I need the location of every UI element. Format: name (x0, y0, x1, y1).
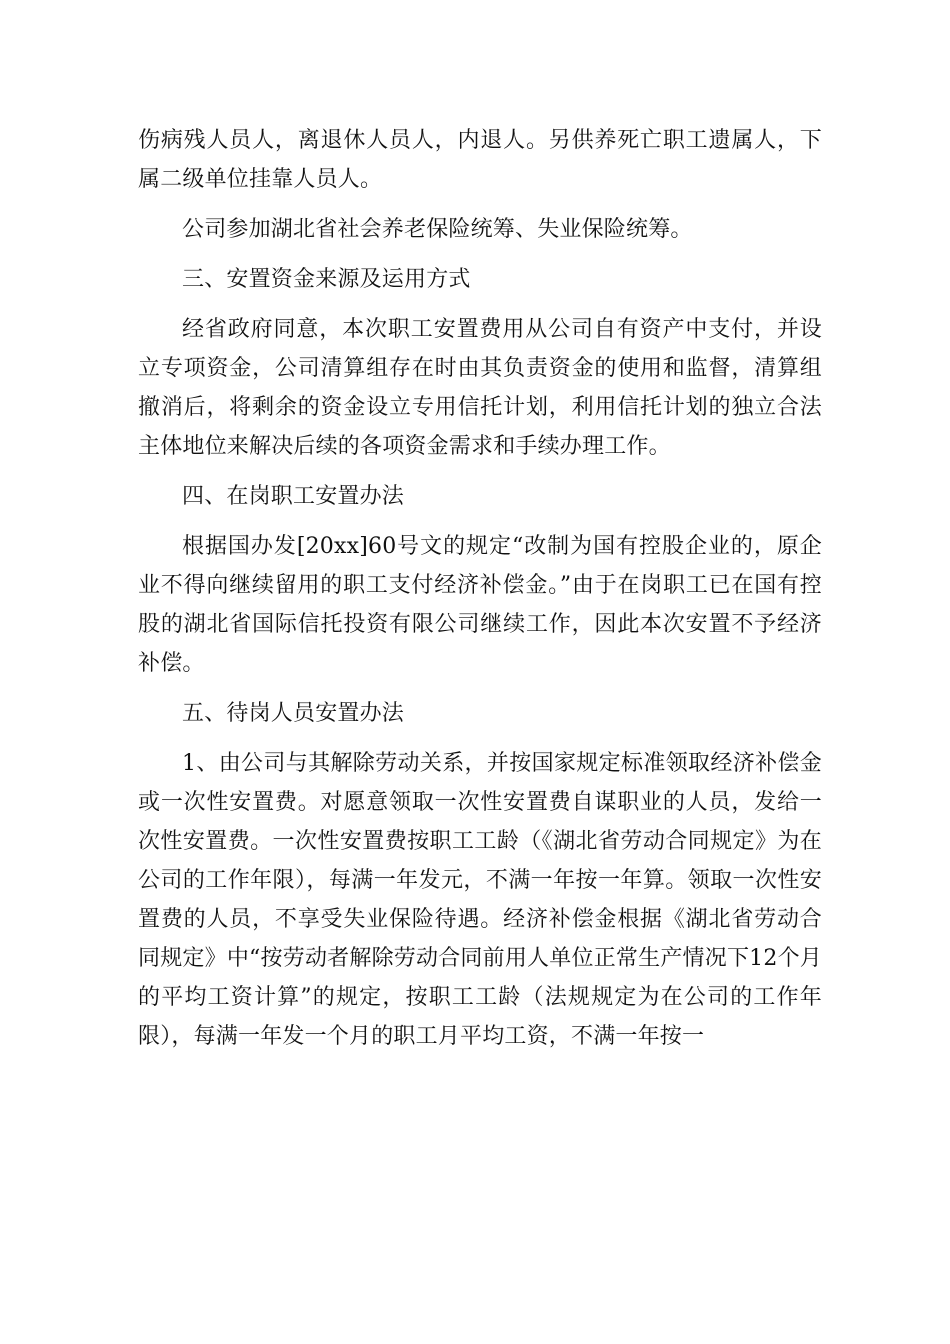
paragraph-active-staff: 根据国办发[20xx]60号文的规定“改制为国有控股企业的，原企业不得向继续留用的职工支付经济补偿金。”由于在岗职工已在国有控股的湖北省国际信托投资有限公司继续工作，因此本次安置不予经济补偿。 (138, 534, 822, 676)
section-heading-waiting-staff: 五、待岗人员安置办法 (182, 701, 405, 726)
section-heading-active-staff: 四、在岗职工安置办法 (182, 484, 405, 509)
paragraph-continuation: 伤病残人员人，离退休人员人，内退人。另供养死亡职工遗属人，下属二级单位挂靠人员人。 (138, 128, 822, 192)
document-body (138, 121, 822, 1067)
paragraph-insurance: 公司参加湖北省社会养老保险统筹、失业保险统筹。 (182, 217, 693, 242)
section-heading-funding: 三、安置资金来源及运用方式 (182, 267, 471, 292)
paragraph-waiting-staff: 1、由公司与其解除劳动关系，并按国家规定标准领取经济补偿金或一次性安置费。对愿意领取一次性安置费自谋职业的人员，发给一次性安置费。一次性安置费按职工工龄（《湖北省劳动合同规定》为在公司的工作年限），每满一年发元，不满一年按一年算。领取一次性安置费的人员，不享受失业保险待遇。经济补偿金根据《湖北省劳动合同规定》中“按劳动者解除劳动合同前用人单位正常生产情况下12个月的平均工资计算”的规定，按职工工龄（法规规定为在公司的工作年限），每满一年发一个月的职工月平均工资，不满一年按一 (138, 751, 822, 1049)
paragraph-funding: 经省政府同意，本次职工安置费用从公司自有资产中支付，并设立专项资金，公司清算组存在时由其负责资金的使用和监督，清算组撤消后，将剩余的资金设立专用信托计划，利用信托计划的独立合法主体地位来解决后续的各项资金需求和手续办理工作。 (138, 317, 822, 459)
